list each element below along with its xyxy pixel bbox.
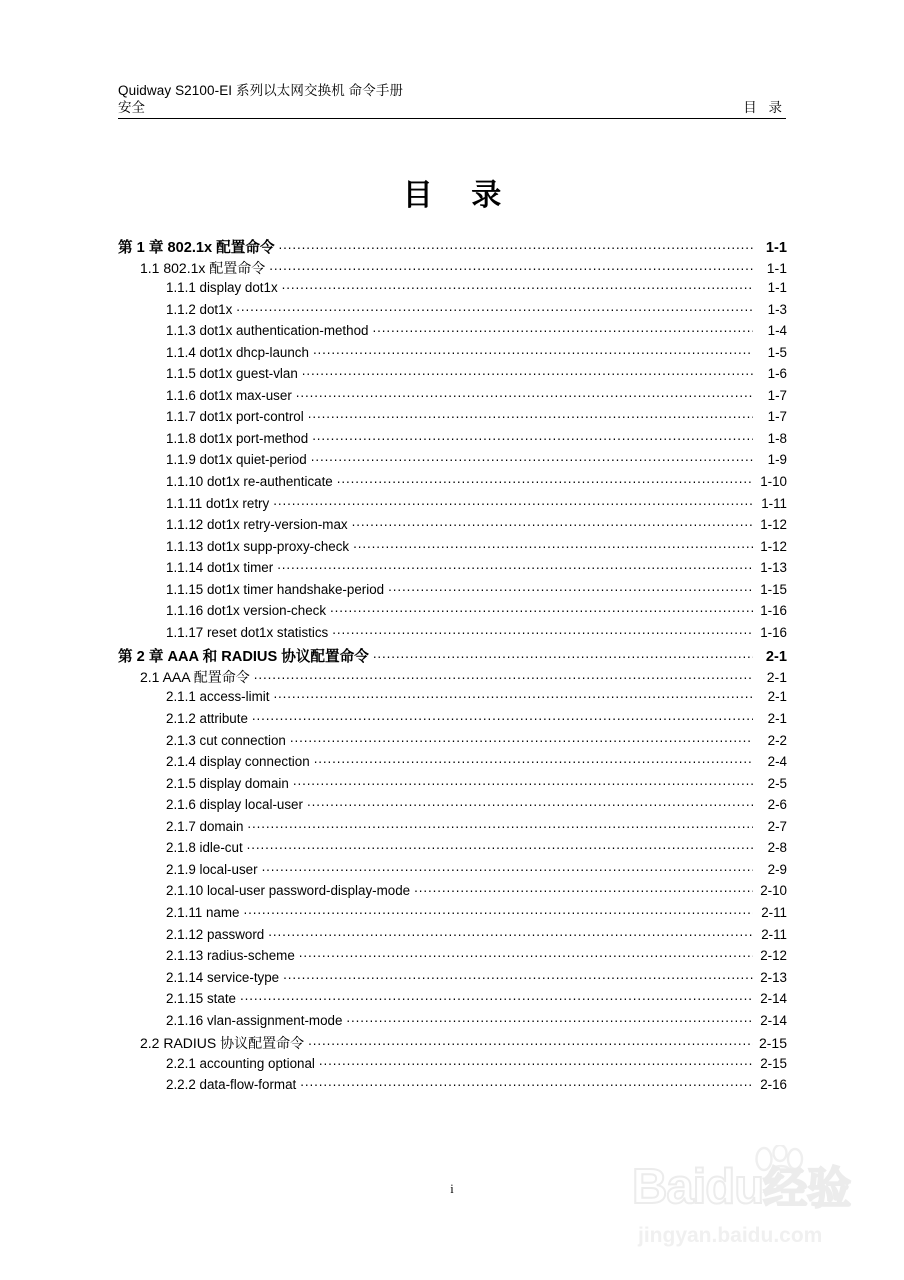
toc-entry[interactable] — [166, 775, 787, 797]
toc-entry[interactable] — [166, 344, 787, 366]
toc-leader-dots — [414, 882, 753, 895]
toc-entry-label: 1.1.13 dot1x supp-proxy-check — [166, 538, 350, 554]
toc-entry-page: 1-7 — [767, 409, 787, 425]
toc-entry-label: 2.2 RADIUS 协议配置命令 — [140, 1035, 305, 1052]
toc-leader-dots — [252, 710, 753, 723]
toc-entry[interactable] — [166, 1076, 787, 1098]
toc-entry-label: 1.1.5 dot1x guest-vlan — [166, 366, 298, 382]
toc-entry[interactable] — [166, 1055, 787, 1077]
toc-entry-label: 1.1.12 dot1x retry-version-max — [166, 517, 348, 533]
toc-entry-page: 2-11 — [761, 926, 787, 942]
toc-leader-dots — [312, 430, 753, 443]
toc-entry-page: 2-5 — [767, 775, 787, 791]
toc-leader-dots — [268, 926, 753, 939]
toc-entry[interactable] — [166, 538, 787, 560]
toc-entry[interactable] — [140, 1033, 787, 1055]
toc-entry-page: 2-8 — [767, 840, 787, 856]
toc-entry-label: 1.1.7 dot1x port-control — [166, 409, 304, 425]
toc-entry-page: 2-12 — [760, 948, 787, 964]
page-title: 目 录 — [402, 178, 516, 213]
toc-entry-page: 2-1 — [767, 711, 787, 727]
toc-entry[interactable] — [166, 882, 787, 904]
toc-entry[interactable] — [166, 451, 787, 473]
toc-entry-label: 2.1.16 vlan-assignment-mode — [166, 1012, 343, 1028]
watermark-brand-du: du — [705, 1160, 764, 1214]
header-section-name: 安全 — [118, 100, 145, 115]
toc-entry-page: 2-11 — [761, 904, 787, 920]
toc-leader-dots — [353, 538, 753, 551]
toc-leader-dots — [254, 669, 753, 682]
toc-entry-label: 2.2.2 data-flow-format — [166, 1077, 297, 1093]
running-header — [118, 82, 786, 119]
toc-entry-label: 2.1.2 attribute — [166, 711, 248, 727]
toc-entry-label: 2.1.10 local-user password-display-mode — [166, 883, 411, 899]
header-second-line — [118, 99, 786, 119]
toc-leader-dots — [277, 559, 753, 572]
toc-entry[interactable] — [140, 667, 787, 689]
toc-entry-label: 2.1.4 display connection — [166, 754, 310, 770]
toc-entry-page: 2-14 — [760, 1012, 787, 1028]
toc-entry-label: 1.1.2 dot1x — [166, 301, 233, 317]
toc-entry[interactable] — [166, 1012, 787, 1034]
toc-entry-page: 1-3 — [767, 301, 787, 317]
toc-leader-dots — [236, 301, 753, 314]
toc-entry[interactable] — [166, 969, 787, 991]
toc-entry-page: 2-1 — [766, 668, 787, 685]
toc-entry-label: 1.1.17 reset dot1x statistics — [166, 624, 329, 640]
toc-entry-page: 1-6 — [767, 366, 787, 382]
toc-entry[interactable] — [166, 839, 787, 861]
toc-entry[interactable] — [166, 581, 787, 603]
toc-leader-dots — [262, 861, 753, 874]
toc-entry[interactable] — [166, 796, 787, 818]
header-manual-title: Quidway S2100-EI 系列以太网交换机 命令手册 — [118, 83, 404, 98]
toc-leader-dots — [247, 818, 753, 831]
toc-entry-label: 2.1.13 radius-scheme — [166, 948, 295, 964]
toc-entry-label: 2.1.5 display domain — [166, 775, 289, 791]
toc-entry-label: 1.1.3 dot1x authentication-method — [166, 323, 369, 339]
toc-leader-dots — [300, 1076, 753, 1089]
toc-entry[interactable] — [166, 408, 787, 430]
toc-leader-dots — [290, 732, 753, 745]
toc-entry-label: 2.1.15 state — [166, 991, 236, 1007]
toc-entry-label: 2.1.7 domain — [166, 818, 244, 834]
toc-entry-label: 1.1.16 dot1x version-check — [166, 603, 327, 619]
toc-entry[interactable] — [166, 732, 787, 754]
toc-entry-label: 1.1.11 dot1x retry — [166, 495, 270, 511]
toc-entry-page: 1-1 — [766, 259, 787, 276]
watermark — [632, 1145, 882, 1250]
toc-leader-dots — [283, 969, 753, 982]
toc-entry-label: 1.1.1 display dot1x — [166, 280, 278, 296]
toc-leader-dots — [273, 495, 753, 508]
toc-entry-page: 1-9 — [767, 452, 787, 468]
toc-entry-label: 2.1.8 idle-cut — [166, 840, 243, 856]
toc-entry-label: 1.1.10 dot1x re-authenticate — [166, 474, 333, 490]
toc-leader-dots — [373, 322, 754, 335]
paw-print-icon — [750, 1145, 812, 1187]
toc-entry-page: 1-7 — [767, 387, 787, 403]
toc-entry[interactable] — [166, 559, 787, 581]
toc-entry-label: 1.1.14 dot1x timer — [166, 560, 274, 576]
toc-leader-dots — [240, 990, 753, 1003]
toc-entry-page: 1-5 — [767, 344, 787, 360]
page-number: i — [450, 1182, 454, 1196]
toc-entry-page: 2-15 — [758, 1035, 787, 1052]
toc-leader-dots — [388, 581, 753, 594]
toc-entry[interactable] — [166, 279, 787, 301]
toc-entry-label: 2.1.14 service-type — [166, 969, 280, 985]
toc-entry[interactable] — [166, 430, 787, 452]
toc-entry-label: 2.2.1 accounting optional — [166, 1055, 315, 1071]
toc-entry-page: 2-1 — [765, 649, 787, 666]
table-of-contents — [118, 236, 787, 1098]
toc-entry-page: 2-16 — [760, 1077, 787, 1093]
toc-entry-label: 2.1.3 cut connection — [166, 732, 286, 748]
toc-entry[interactable] — [166, 301, 787, 323]
toc-entry[interactable] — [118, 645, 787, 667]
toc-entry-page: 1-16 — [760, 624, 787, 640]
header-running-title: 目 录 — [743, 100, 786, 115]
toc-entry-page: 2-15 — [760, 1055, 787, 1071]
toc-leader-dots — [243, 904, 753, 917]
toc-entry-page: 1-13 — [760, 560, 787, 576]
toc-entry[interactable] — [166, 495, 787, 517]
toc-entry-page: 2-1 — [767, 689, 787, 705]
toc-leader-dots — [299, 947, 753, 960]
toc-entry-page: 2-10 — [760, 883, 787, 899]
toc-entry[interactable] — [166, 861, 787, 883]
toc-entry-page: 2-9 — [767, 861, 787, 877]
toc-entry[interactable] — [166, 473, 787, 495]
toc-leader-dots — [293, 775, 753, 788]
toc-entry-label: 1.1.8 dot1x port-method — [166, 430, 309, 446]
toc-entry-label: 2.1.9 local-user — [166, 861, 258, 877]
toc-entry-label: 1.1.6 dot1x max-user — [166, 387, 292, 403]
toc-entry[interactable] — [166, 904, 787, 926]
toc-leader-dots — [273, 688, 753, 701]
toc-leader-dots — [302, 365, 753, 378]
toc-entry-page: 2-13 — [760, 969, 787, 985]
toc-entry[interactable] — [166, 947, 787, 969]
toc-leader-dots — [346, 1012, 753, 1025]
toc-entry[interactable] — [166, 710, 787, 732]
toc-entry-label: 1.1.15 dot1x timer handshake-period — [166, 581, 385, 597]
toc-leader-dots — [296, 387, 753, 400]
toc-leader-dots — [332, 624, 753, 637]
toc-entry-page: 1-11 — [761, 495, 787, 511]
toc-entry[interactable] — [166, 602, 787, 624]
toc-entry-label: 2.1.6 display local-user — [166, 797, 303, 813]
toc-entry[interactable] — [166, 990, 787, 1012]
toc-entry-page: 2-7 — [767, 818, 787, 834]
toc-entry-page: 2-4 — [767, 754, 787, 770]
toc-entry[interactable] — [140, 258, 787, 280]
toc-entry[interactable] — [166, 365, 787, 387]
toc-entry[interactable] — [166, 387, 787, 409]
toc-entry[interactable] — [118, 236, 787, 258]
toc-entry-label: 第 1 章 802.1x 配置命令 — [118, 240, 275, 256]
toc-entry[interactable] — [166, 624, 787, 646]
toc-leader-dots — [279, 239, 753, 252]
toc-entry-page: 1-1 — [767, 280, 787, 296]
toc-entry-label: 1.1 802.1x 配置命令 — [140, 259, 266, 276]
toc-leader-dots — [314, 753, 753, 766]
toc-entry[interactable] — [166, 753, 787, 775]
toc-entry-label: 2.1.12 password — [166, 926, 265, 942]
toc-leader-dots — [337, 473, 753, 486]
toc-entry-label: 2.1.11 name — [166, 904, 240, 920]
toc-leader-dots — [311, 451, 753, 464]
toc-leader-dots — [313, 344, 753, 357]
toc-entry[interactable] — [166, 688, 787, 710]
toc-entry-page: 2-6 — [767, 797, 787, 813]
toc-leader-dots — [307, 796, 753, 809]
watermark-brand-cn: 经验 — [763, 1164, 852, 1213]
toc-entry-page: 1-12 — [760, 517, 787, 533]
toc-entry-page: 1-8 — [767, 430, 787, 446]
toc-entry-page: 1-1 — [765, 240, 787, 256]
toc-leader-dots — [247, 839, 753, 852]
toc-entry[interactable] — [166, 322, 787, 344]
toc-leader-dots — [308, 1035, 753, 1048]
toc-leader-dots — [269, 260, 753, 273]
toc-entry[interactable] — [166, 926, 787, 948]
toc-entry-label: 2.1 AAA 配置命令 — [140, 668, 250, 685]
toc-entry-page: 1-12 — [760, 538, 787, 554]
toc-leader-dots — [319, 1055, 753, 1068]
toc-leader-dots — [282, 279, 753, 292]
toc-entry-page: 1-15 — [760, 581, 787, 597]
toc-entry-page: 1-4 — [767, 323, 787, 339]
toc-leader-dots — [308, 408, 753, 421]
toc-leader-dots — [330, 602, 753, 615]
watermark-brand-bai: Bai — [632, 1160, 706, 1214]
toc-entry-label: 1.1.9 dot1x quiet-period — [166, 452, 307, 468]
watermark-url: jingyan.baidu.com — [638, 1224, 823, 1247]
toc-leader-dots — [373, 648, 753, 661]
toc-entry-page: 2-14 — [760, 991, 787, 1007]
toc-entry-page: 1-16 — [760, 603, 787, 619]
toc-entry-label: 1.1.4 dot1x dhcp-launch — [166, 344, 309, 360]
toc-entry[interactable] — [166, 818, 787, 840]
toc-entry-page: 2-2 — [767, 732, 787, 748]
toc-leader-dots — [352, 516, 753, 529]
toc-entry-label: 第 2 章 AAA 和 RADIUS 协议配置命令 — [118, 649, 369, 666]
toc-entry-label: 2.1.1 access-limit — [166, 689, 270, 705]
toc-entry[interactable] — [166, 516, 787, 538]
toc-entry-page: 1-10 — [760, 474, 787, 490]
